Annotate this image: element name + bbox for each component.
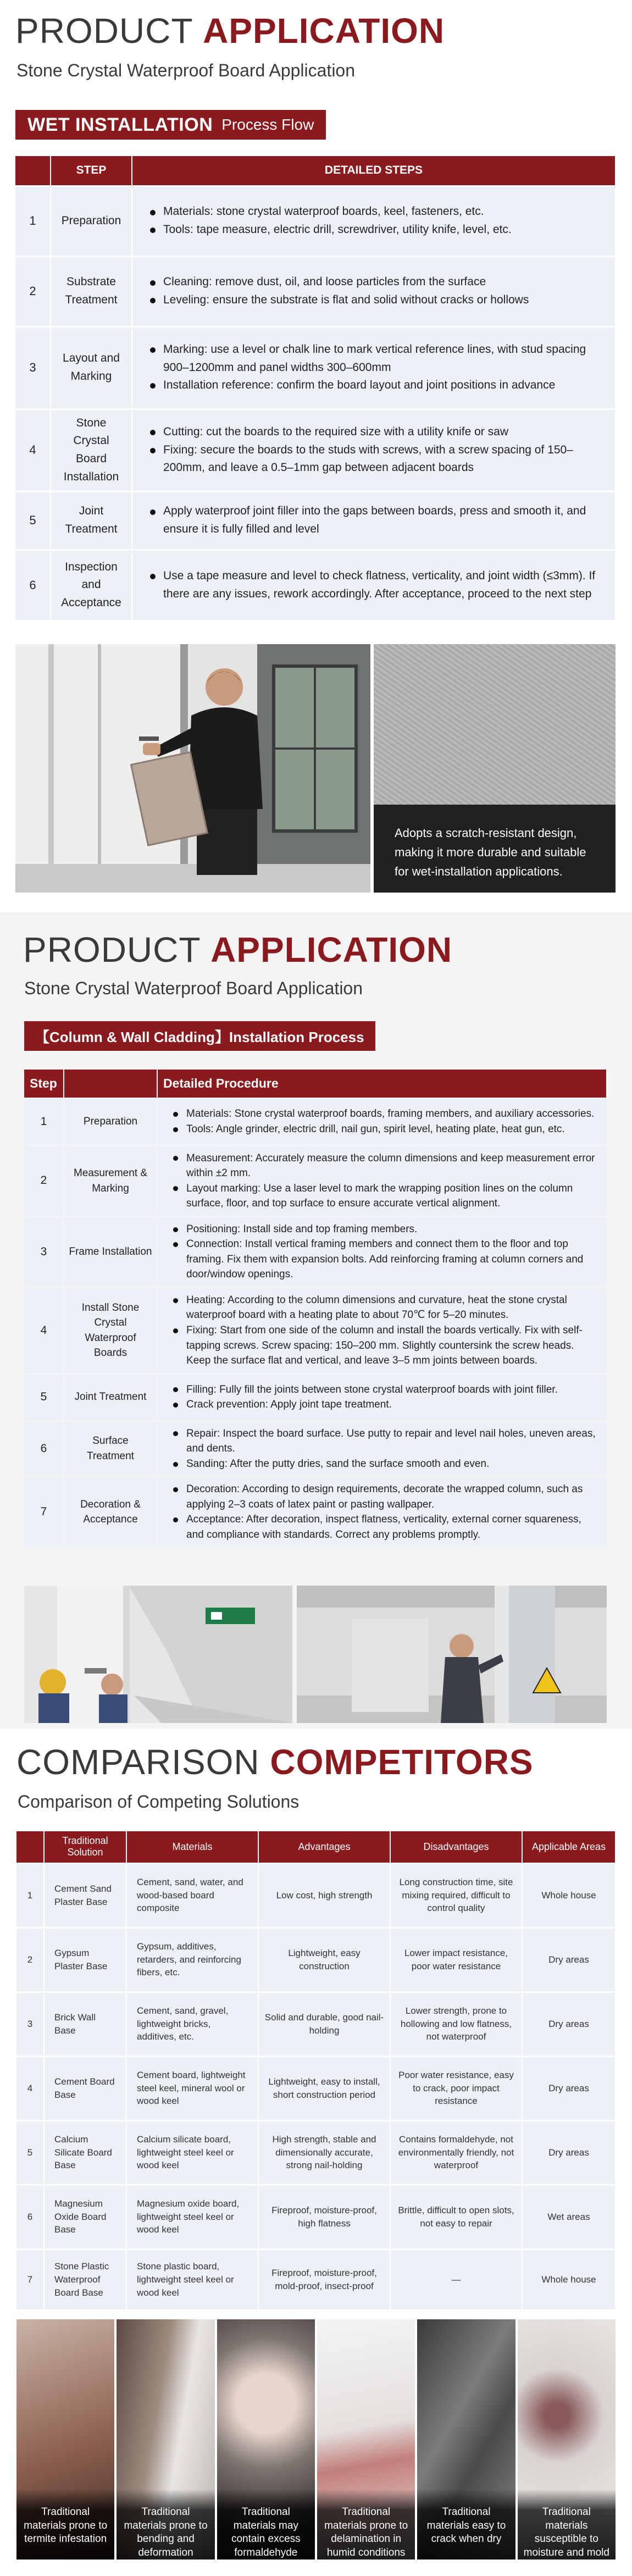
column-illustration	[297, 1586, 607, 1723]
row-number: 4	[16, 2056, 44, 2120]
list-item: Marking: use a level or chalk line to mark vertical reference lines, with stud spacing 900–1200mm and panel widths 300–600mm	[149, 341, 604, 376]
table-row	[24, 1145, 607, 1216]
section-title	[15, 11, 445, 51]
disadvantages-cell: Poor water resistance, easy to crack, poor impact resistance	[390, 2056, 522, 2120]
step-name: Layout and Marking	[51, 326, 132, 409]
list-item: Heating: According to the column dimensions and curvature, heat the stone crystal waterproof board with a heating plate to about 70℃ for 5–20 minutes.	[172, 1293, 598, 1323]
table-row	[24, 1287, 607, 1373]
section-title	[16, 1744, 534, 1780]
list-item: Installation reference: confirm the board layout and joint positions in advance	[149, 376, 604, 395]
row-number: 3	[16, 1992, 44, 2056]
advantages-cell: Solid and durable, good nail-holding	[258, 1992, 390, 2056]
list-item: Materials: Stone crystal waterproof boards, framing members, and auxiliary accessories.	[172, 1106, 598, 1122]
photo-caption: Adopts a scratch-resistant design, making it more durable and suitable for wet-installation applications.	[374, 805, 616, 893]
areas-cell: Dry areas	[522, 2120, 616, 2185]
process-tag: 【Column & Wall Cladding】Installation Process	[24, 1021, 375, 1051]
installation-photo	[15, 644, 370, 893]
table-row	[24, 1477, 607, 1547]
step-name: Measurement & Marking	[64, 1145, 157, 1216]
corridor-illustration	[24, 1586, 292, 1723]
header-cell: Traditional Solution	[44, 1831, 126, 1863]
materials-cell: Cement, sand, gravel, lightweight bricks, additives, etc.	[126, 1992, 258, 2056]
header-cell: Applicable Areas	[522, 1831, 616, 1863]
cracking-panel	[417, 2319, 515, 2560]
header-cell: Advantages	[258, 1831, 390, 1863]
advantages-cell: High strength, stable and dimensionally accurate, strong nail-holding	[258, 2120, 390, 2185]
section-subtitle: Stone Crystal Waterproof Board Application	[24, 978, 363, 998]
list-item: Decoration: According to design requirements, decorate the wrapped column, such as applying 2–3 coats of latex paint or pasting wallpaper.	[172, 1482, 598, 1512]
table-row	[15, 409, 616, 491]
list-item: Connection: Install vertical framing members and connect them to the floor and top framing. Fix them with expansion bolts. Add reinforcing framing at column corners and door/window openings.	[172, 1237, 598, 1282]
table-header-row	[15, 156, 616, 186]
solution-cell: Calcium Silicate Board Base	[44, 2120, 126, 2185]
row-number: 6	[16, 2185, 44, 2249]
list-item: Apply waterproof joint filler into the gaps between boards, press and smooth it, and ensure it is fully filled and level	[149, 502, 604, 538]
column-cladding-section	[0, 912, 632, 1729]
step-details	[132, 186, 616, 256]
header-cell: STEP	[51, 156, 132, 186]
list-item: Cutting: cut the boards to the required size with a utility knife or saw	[149, 423, 604, 441]
list-item: Measurement: Accurately measure the column dimensions and keep measurement error within ±2 mm.	[172, 1151, 598, 1181]
deformation-panel	[117, 2319, 214, 2560]
header-cell: Disadvantages	[390, 1831, 522, 1863]
row-number: 7	[16, 2249, 44, 2309]
list-item: Leveling: ensure the substrate is flat and solid without cracks or hollows	[149, 291, 604, 309]
process-tag	[15, 110, 326, 140]
formaldehyde-panel	[217, 2319, 315, 2560]
step-name: Stone Crystal Board Installation	[51, 409, 132, 491]
advantages-cell: Lightweight, easy construction	[258, 1927, 390, 1992]
wet-installation-table	[15, 156, 616, 620]
step-number: 4	[15, 409, 51, 491]
table-row	[16, 2120, 616, 2185]
table-row	[16, 2185, 616, 2249]
title-bold: COMPETITORS	[270, 1742, 534, 1782]
step-name: Decoration & Acceptance	[64, 1477, 157, 1547]
tag-bold: WET INSTALLATION	[27, 114, 213, 135]
disadvantages-cell: Lower strength, prone to hollowing and low flatness, not waterproof	[390, 1992, 522, 2056]
disadvantages-cell: —	[390, 2249, 522, 2309]
title-light: PRODUCT	[15, 11, 193, 51]
table-row	[24, 1098, 607, 1145]
areas-cell: Wet areas	[522, 2185, 616, 2249]
table-row	[15, 550, 616, 620]
disadvantages-cell: Contains formaldehyde, not environmentally friendly, not waterproof	[390, 2120, 522, 2185]
step-details	[157, 1145, 607, 1216]
header-cell	[64, 1070, 157, 1098]
step-name: Install Stone Crystal Waterproof Boards	[64, 1287, 157, 1373]
table-row	[24, 1373, 607, 1421]
table-header-row	[24, 1070, 607, 1098]
list-item: Acceptance: After decoration, inspect flatness, verticality, external corner squareness, and compliance with standards. Correct any problems promptly.	[172, 1512, 598, 1542]
areas-cell: Whole house	[522, 1863, 616, 1927]
step-details	[157, 1098, 607, 1145]
panel-caption: Traditional materials prone to bending and deformation	[117, 2489, 214, 2560]
comparison-section	[0, 1742, 632, 2576]
tag-light: Process Flow	[221, 116, 314, 133]
title-bold: APPLICATION	[203, 11, 445, 51]
header-cell: DETAILED STEPS	[132, 156, 616, 186]
row-number: 2	[16, 1927, 44, 1992]
step-number: 2	[15, 256, 51, 326]
step-name: Preparation	[64, 1098, 157, 1145]
solution-cell: Gypsum Plaster Base	[44, 1927, 126, 1992]
materials-cell: Calcium silicate board, lightweight steel keel or wood keel	[126, 2120, 258, 2185]
step-name: Joint Treatment	[51, 491, 132, 550]
areas-cell: Whole house	[522, 2249, 616, 2309]
step-name: Substrate Treatment	[51, 256, 132, 326]
solution-cell: Cement Board Base	[44, 2056, 126, 2120]
areas-cell: Dry areas	[522, 1927, 616, 1992]
step-name: Inspection and Acceptance	[51, 550, 132, 620]
solution-cell: Cement Sand Plaster Base	[44, 1863, 126, 1927]
list-item: Tools: Angle grinder, electric drill, nail gun, spirit level, heating plate, heat gun, etc.	[172, 1122, 598, 1137]
comparison-table	[16, 1831, 616, 2309]
step-details	[132, 256, 616, 326]
list-item: Filling: Fully fill the joints between stone crystal waterproof boards with joint filler.	[172, 1382, 598, 1398]
advantages-cell: Fireproof, moisture-proof, mold-proof, insect-proof	[258, 2249, 390, 2309]
header-cell	[16, 1831, 44, 1863]
installer-illustration	[15, 644, 370, 893]
table-row	[16, 1863, 616, 1927]
step-name: Preparation	[51, 186, 132, 256]
areas-cell: Dry areas	[522, 1992, 616, 2056]
advantages-cell: Low cost, high strength	[258, 1863, 390, 1927]
step-name: Surface Treatment	[64, 1421, 157, 1477]
step-details	[132, 409, 616, 491]
panel-caption: Traditional materials prone to delamination in humid conditions	[317, 2489, 415, 2560]
table-row	[24, 1421, 607, 1477]
header-cell: Detailed Procedure	[157, 1070, 607, 1098]
disadvantages-cell: Lower impact resistance, poor water resistance	[390, 1927, 522, 1992]
step-number: 3	[15, 326, 51, 409]
advantages-cell: Fireproof, moisture-proof, high flatness	[258, 2185, 390, 2249]
mold-panel	[518, 2319, 616, 2560]
list-item: Sanding: After the putty dries, sand the surface smooth and even.	[172, 1456, 598, 1472]
step-details	[132, 326, 616, 409]
step-details	[157, 1373, 607, 1421]
materials-cell: Cement board, lightweight steel keel, mineral wool or wood keel	[126, 2056, 258, 2120]
advantages-cell: Lightweight, easy to install, short construction period	[258, 2056, 390, 2120]
step-name: Joint Treatment	[64, 1373, 157, 1421]
step-details	[157, 1477, 607, 1547]
header-cell: Step	[24, 1070, 64, 1098]
section-subtitle: Comparison of Competing Solutions	[18, 1792, 300, 1811]
materials-cell: Gypsum, additives, retarders, and reinforcing fibers, etc.	[126, 1927, 258, 1992]
table-row	[16, 1927, 616, 1992]
step-details	[157, 1216, 607, 1287]
section-title	[23, 930, 453, 970]
step-number: 1	[24, 1098, 64, 1145]
solution-cell: Brick Wall Base	[44, 1992, 126, 2056]
table-header-row	[16, 1831, 616, 1863]
problem-image-strip	[16, 2319, 616, 2560]
step-number: 6	[15, 550, 51, 620]
list-item: Tools: tape measure, electric drill, screwdriver, utility knife, level, etc.	[149, 221, 604, 239]
list-item: Layout marking: Use a laser level to mark the wrapping position lines on the column surface, floor, and top surface to ensure accurate vertical alignment.	[172, 1181, 598, 1211]
table-row	[16, 2056, 616, 2120]
disadvantages-cell: Long construction time, site mixing required, difficult to control quality	[390, 1863, 522, 1927]
panel-caption: Traditional materials easy to crack when dry	[417, 2489, 515, 2560]
step-details	[132, 550, 616, 620]
step-number: 2	[24, 1145, 64, 1216]
section-subtitle: Stone Crystal Waterproof Board Application	[16, 60, 356, 80]
row-number: 5	[16, 2120, 44, 2185]
list-item: Fixing: Start from one side of the column and install the boards vertically. Fix with self-tapping screws. Screw spacing: 150–200 mm. Slightly countersink the screw heads. Keep the surface flat and vertical, and leave 3–5 mm joints between boards.	[172, 1323, 598, 1369]
step-number: 3	[24, 1216, 64, 1287]
materials-cell: Stone plastic board, lightweight steel keel or wood keel	[126, 2249, 258, 2309]
texture-photo	[374, 644, 616, 893]
table-row	[16, 1992, 616, 2056]
table-row	[15, 326, 616, 409]
table-row	[15, 491, 616, 550]
materials-cell: Magnesium oxide board, lightweight steel keel or wood keel	[126, 2185, 258, 2249]
termite-panel	[16, 2319, 114, 2560]
panel-caption: Traditional materials may contain excess formaldehyde	[217, 2489, 315, 2560]
title-bold: APPLICATION	[210, 930, 453, 970]
step-details	[157, 1287, 607, 1373]
step-number: 6	[24, 1421, 64, 1477]
solution-cell: Stone Plastic Waterproof Board Base	[44, 2249, 126, 2309]
column-installation-table	[24, 1070, 607, 1547]
materials-cell: Cement, sand, water, and wood-based board composite	[126, 1863, 258, 1927]
corridor-photo	[24, 1586, 292, 1723]
column-photo	[297, 1586, 607, 1723]
list-item: Repair: Inspect the board surface. Use putty to repair and level nail holes, uneven areas, and dents.	[172, 1426, 598, 1456]
header-cell	[15, 156, 51, 186]
disadvantages-cell: Brittle, difficult to open slots, not easy to repair	[390, 2185, 522, 2249]
list-item: Use a tape measure and level to check flatness, verticality, and joint width (≤3mm). If there are any issues, rework accordingly. After acceptance, proceed to the next step	[149, 567, 604, 603]
step-number: 7	[24, 1477, 64, 1547]
areas-cell: Dry areas	[522, 2056, 616, 2120]
step-number: 5	[24, 1373, 64, 1421]
table-row	[16, 2249, 616, 2309]
header-cell: Materials	[126, 1831, 258, 1863]
solution-cell: Magnesium Oxide Board Base	[44, 2185, 126, 2249]
list-item: Fixing: secure the boards to the studs with screws, with a screw spacing of 150–200mm, and leave a 0.5–1mm gap between adjacent boards	[149, 441, 604, 477]
row-number: 1	[16, 1863, 44, 1927]
list-item: Materials: stone crystal waterproof boards, keel, fasteners, etc.	[149, 203, 604, 221]
step-details	[132, 491, 616, 550]
list-item: Positioning: Install side and top framing members.	[172, 1222, 598, 1237]
step-number: 5	[15, 491, 51, 550]
table-row	[15, 186, 616, 256]
panel-caption: Traditional materials susceptible to moisture and mold	[518, 2489, 616, 2560]
table-row	[15, 256, 616, 326]
step-name: Frame Installation	[64, 1216, 157, 1287]
table-row	[24, 1216, 607, 1287]
delamination-panel	[317, 2319, 415, 2560]
wet-installation-section	[0, 0, 632, 901]
step-details	[157, 1421, 607, 1477]
list-item: Crack prevention: Apply joint tape treatment.	[172, 1397, 598, 1412]
step-number: 4	[24, 1287, 64, 1373]
title-light: PRODUCT	[23, 930, 201, 970]
step-number: 1	[15, 186, 51, 256]
title-light: COMPARISON	[16, 1742, 260, 1782]
panel-caption: Traditional materials prone to termite infestation	[16, 2489, 114, 2560]
list-item: Cleaning: remove dust, oil, and loose particles from the surface	[149, 273, 604, 291]
